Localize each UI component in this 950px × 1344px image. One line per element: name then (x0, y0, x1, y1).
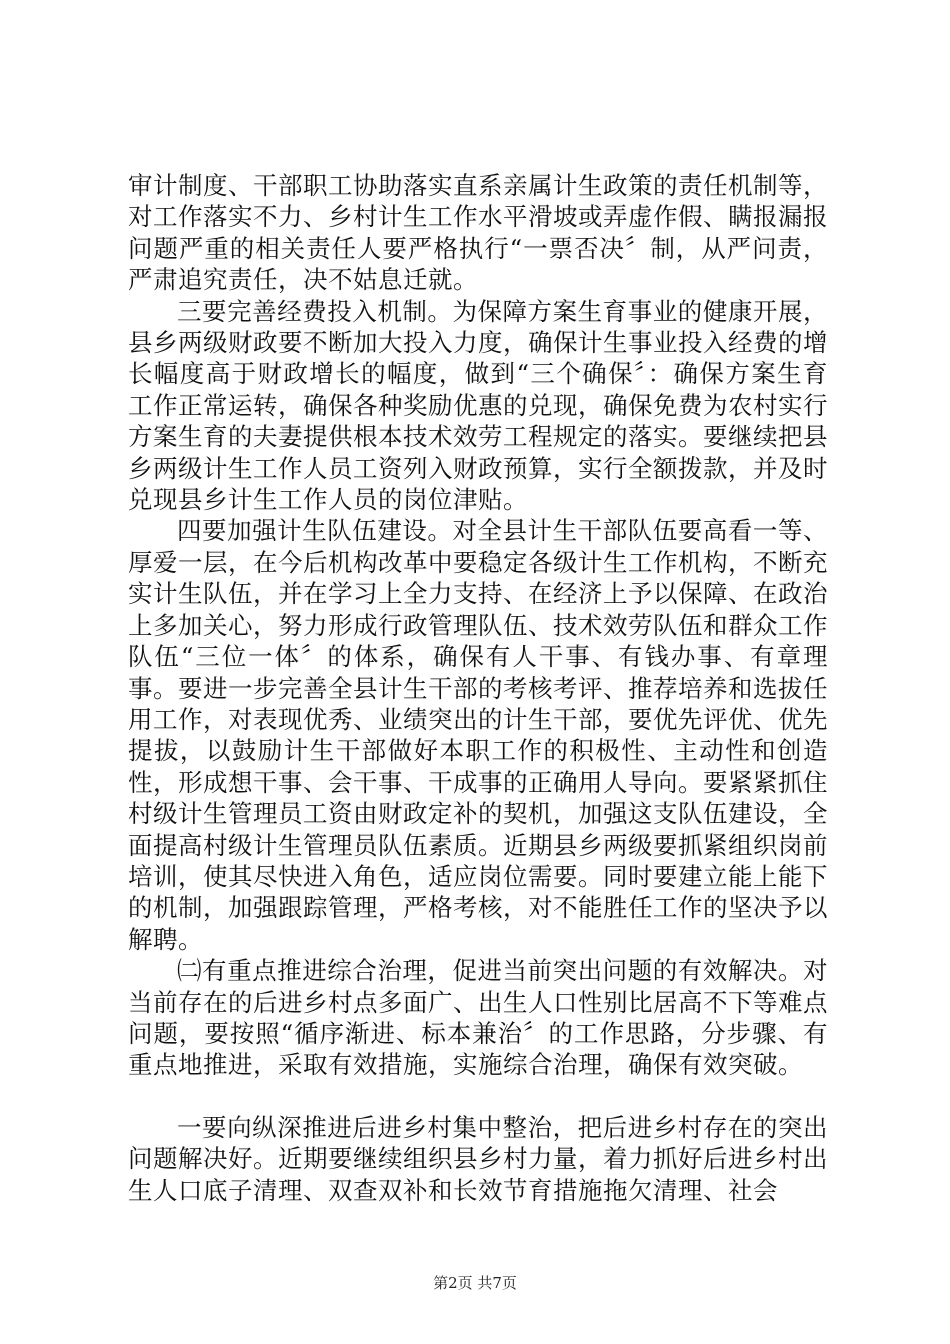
page-number: 第2页 共7页 (433, 1274, 517, 1292)
document-body (128, 170, 828, 1206)
paragraph-4: ㈡有重点推进综合治理，促进当前突出问题的有效解决。对当前存在的后进乡村点多面广、出生人口性别比居高不下等难点问题，要按照“循序渐进、标本兼治〞的工作思路，分步骤、有重点地推进，采取有效措施，实施综合治理，确保有效突破。 (128, 956, 828, 1080)
page-footer (0, 1273, 950, 1293)
paragraph-3: 四要加强计生队伍建设。对全县计生干部队伍要高看一等、厚爱一层，在今后机构改革中要稳定各级计生工作机构，不断充实计生队伍，并在学习上全力支持、在经济上予以保障、在政治上多加关心，努力形成行政管理队伍、技术效劳队伍和群众工作队伍“三位一体〞的体系，确保有人干事、有钱办事、有章理事。要进一步完善全县计生干部的考核考评、推荐培养和选拔任用工作，对表现优秀、业绩突出的计生干部，要优先评优、优先提拔，以鼓励计生干部做好本职工作的积极性、主动性和创造性，形成想干事、会干事、干成事的正确用人导向。要紧紧抓住村级计生管理员工资由财政定补的契机，加强这支队伍建设，全面提高村级计生管理员队伍素质。近期县乡两级要抓紧组织岗前培训，使其尽快进入角色，适应岗位需要。同时要建立能上能下的机制，加强跟踪管理，严格考核，对不能胜任工作的坚决予以解聘。 (128, 516, 828, 954)
paragraph-5: 一要向纵深推进后进乡村集中整治，把后进乡村存在的突出问题解决好。近期要继续组织县乡村力量，着力抓好后进乡村出生人口底子清理、双查双补和长效节育措施拖欠清理、社会 (128, 1112, 828, 1205)
paragraph-2: 三要完善经费投入机制。为保障方案生育事业的健康开展，县乡两级财政要不断加大投入力度，确保计生事业投入经费的增长幅度高于财政增长的幅度，做到“三个确保〞：确保方案生育工作正常运转，确保各种奖励优惠的兑现，确保免费为农村实行方案生育的夫妻提供根本技术效劳工程规定的落实。要继续把县乡两级计生工作人员工资列入财政预算，实行全额拨款，并及时兑现县乡计生工作人员的岗位津贴。 (128, 296, 828, 515)
paragraph-1: 审计制度、干部职工协助落实直系亲属计生政策的责任机制等，对工作落实不力、乡村计生工作水平滑坡或弄虚作假、瞒报漏报问题严重的相关责任人要严格执行“一票否决〞制，从严问责，严肃追究责任，决不姑息迁就。 (128, 171, 828, 295)
